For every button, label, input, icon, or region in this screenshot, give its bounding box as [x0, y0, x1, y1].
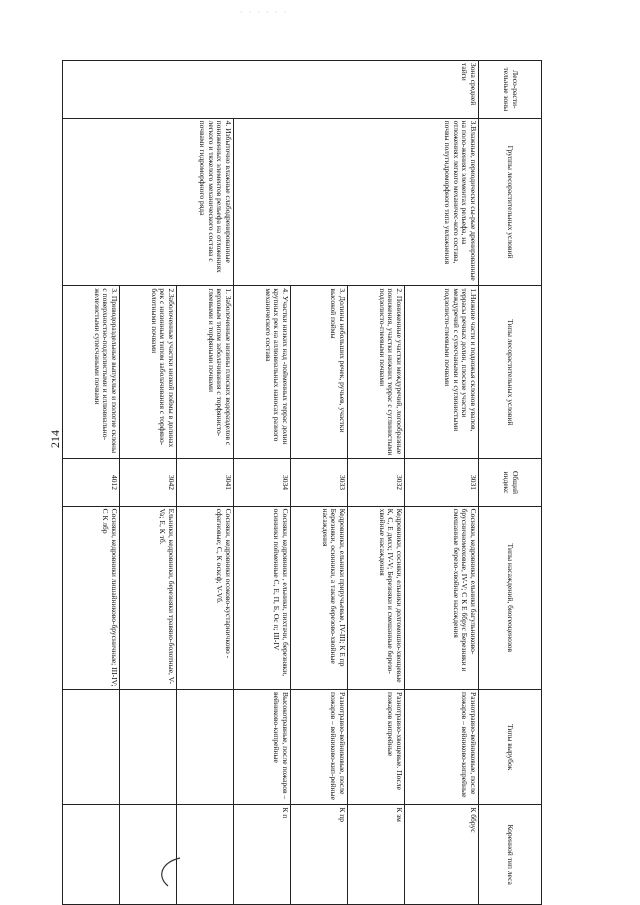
type-cell: 1. Заболоченные низины плоских водоразделов с верховым типом заболачивания с торфянисто-глеевыми и торфяными почвами	[177, 286, 234, 459]
scan-artifacts: · · · · · ·	[240, 8, 288, 17]
index-cell: 3042	[120, 459, 177, 506]
type-cell: 2. Пониженные участки междуречий, логообразные понижения, участки нижних террас с суглинистыми подзолисто-глеевыми почвами	[348, 286, 405, 459]
table-row	[404, 61, 478, 905]
cuts-cell	[63, 690, 120, 805]
stands-cell: Сосняки, кедровники лишайниково-брусничные; III-IV; С К лбр	[63, 506, 120, 689]
header-group: Группы лесорастительных условий	[479, 118, 542, 286]
group-cell: 3.Влажные, периодически сы-рые дренированные на поло-жениях элементах рельефа, на отложениях легкого механичес-кого состава, почвы полугидроморфного типа увлажнения	[234, 118, 479, 286]
forest-cell: К пр	[291, 805, 348, 905]
forest-cell	[63, 805, 120, 905]
pen-scribble-mark	[150, 852, 190, 892]
type-cell: 3. Долины небольших речек, ручьев, участки высокой поймы	[291, 286, 348, 459]
cuts-cell: Высокотравные, после пожаров – вейниково-кипрейные	[234, 690, 291, 805]
index-cell: 4012	[63, 459, 120, 506]
cuts-cell: Разнотравно-вейниковые, после пожаров – вейниково-кипрейные	[404, 690, 478, 805]
index-cell: 3033	[291, 459, 348, 506]
header-index: Общий индекс	[479, 459, 542, 506]
zone-cell: Зона средней тайги	[63, 61, 479, 119]
index-cell: 3034	[234, 459, 291, 506]
cuts-cell	[120, 690, 177, 805]
table-row	[177, 61, 234, 905]
type-cell: 4. Участки низких над -пойменных террас долин крупных рек на аллювиальных наносах разного механического состава	[234, 286, 291, 459]
header-forest: Коренной тип леса	[479, 805, 542, 905]
cuts-cell: Разнотравно-вейниковые, после пожаров – вейниково-кип-рейные	[291, 690, 348, 805]
header-zone: Лесо-расти-тельные зоны	[479, 61, 542, 119]
index-cell: 3031	[404, 459, 478, 506]
stands-cell: Сосняки, кедровники осоково-кустарничково - сфагновые; С, К осксф; V-Vб.	[177, 506, 234, 689]
type-cell: 3. Приводораздельные выпуклые и пологие склоны с поверхностно-подзолистыми и иллювиально-железистыми супесчаными почвами	[63, 286, 120, 459]
stands-cell: Кедровники, сосняки, ельники долгомошно-хвощевые К, С, Е дмхх; IV-V; Березняки и смешанные березо-хвойные насаждения	[348, 506, 405, 689]
rotated-table-container	[62, 60, 542, 905]
stands-cell: Сосняки, кедровники, ельники багульниково-брусничномоховые, IV-V; С К Е ббрус Березняки и смешанные березо-хвойные насаждения	[404, 506, 478, 689]
group-cell: 4. Избыточно влажные слабодренированные пониженных элементов рельефа на отложениях легкого и тяжелого механического состава с почвами гидроморфного ряда	[63, 118, 234, 286]
page-number: 214	[48, 430, 62, 448]
forest-cell: К ббрус	[404, 805, 478, 905]
index-cell: 3032	[348, 459, 405, 506]
stands-cell: Ельники, кедровники, березняки травяно-болотные, V-Va; Е, К тб.	[120, 506, 177, 689]
stands-cell: Сосняки, кедровники , ельники, пихтачи, березняки, осинники пойменные С, Е, П, Б, Ос п; III-IV	[234, 506, 291, 689]
cuts-cell	[177, 690, 234, 805]
forest-cell: К зм	[348, 805, 405, 905]
type-cell: 1.Нижние части и подножья склонов увалов, террасы речных долин, плоские участки междуречий с супесчаными и суглинистыми подзолисто-глеевыми почвами	[404, 286, 478, 459]
cuts-cell: Разнотравно-хвощевые. После пожаров кипрейные	[348, 690, 405, 805]
header-type: Типы лесорастительных условий	[479, 286, 542, 459]
header-stands: Типы насаждений, биогеоценозов	[479, 506, 542, 689]
stands-cell: Кедровники, ельники приручьевые, IV-III; К Е пр Березняки, осинники, а также березово-хвойные насаждения	[291, 506, 348, 689]
index-cell: 3041	[177, 459, 234, 506]
table-header-row	[479, 61, 542, 905]
type-cell: 2.Заболоченные участки низкой поймы в долинах рек с низинным типом заболачивания с торфяно-болотными почвами	[120, 286, 177, 459]
forest-types-table	[62, 60, 542, 905]
header-cuts: Типы вырубок	[479, 690, 542, 805]
forest-cell: К п	[234, 805, 291, 905]
